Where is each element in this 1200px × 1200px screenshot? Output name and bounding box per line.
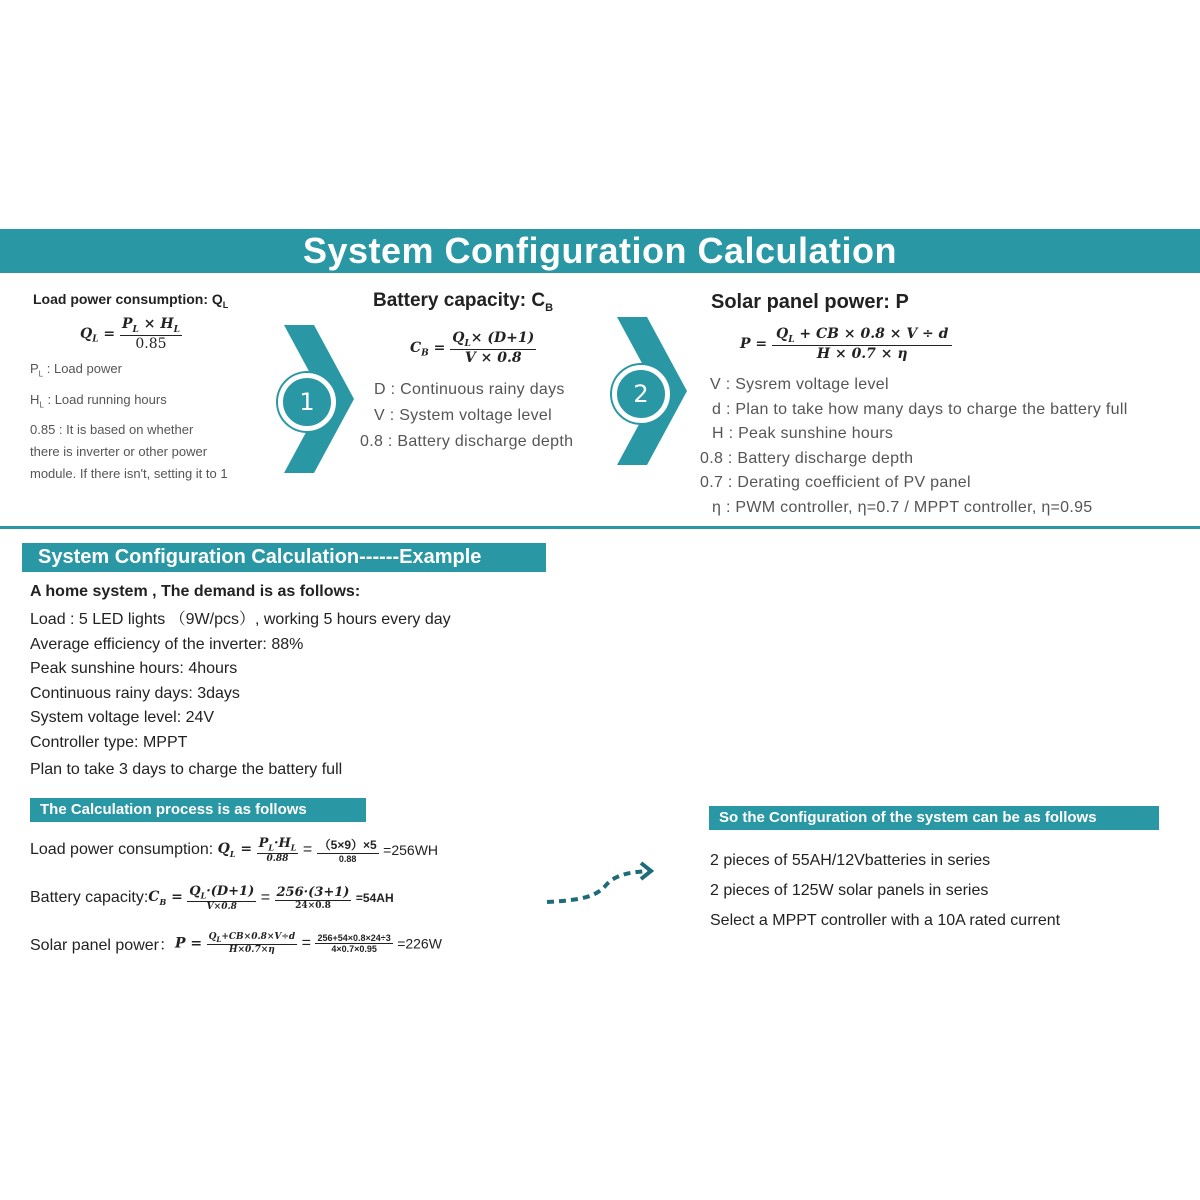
- load-note-p-desc: : Load power: [46, 361, 122, 376]
- section-divider: [0, 526, 1200, 529]
- calc-load-fraction-1: [257, 836, 299, 864]
- requirement-line: Load : 5 LED lights （9W/pcs）, working 5 hours every day: [30, 611, 451, 628]
- solar-note-line: V : Sysrem voltage level: [710, 376, 889, 393]
- battery-heading: [373, 290, 553, 314]
- requirement-line: Plan to take 3 days to charge the battery full: [30, 761, 343, 778]
- calc-load-f1-p: P: [258, 836, 269, 852]
- load-note-line: [30, 389, 280, 417]
- load-heading-text: Load power consumption: Q: [33, 291, 223, 307]
- equals-sign: =: [433, 339, 446, 356]
- solar-formula-denominator: H × 0.7 × η: [816, 345, 908, 362]
- equals-sign: =: [755, 335, 768, 352]
- calc-load-lhs: $Q_L$ =: [217, 841, 253, 859]
- calc-load-f1-num: [257, 836, 299, 854]
- battery-num-q: Q: [452, 330, 465, 346]
- load-heading: [33, 291, 228, 310]
- calc-battery-fraction-1: [187, 884, 256, 912]
- solar-formula-numerator: [772, 326, 952, 346]
- battery-formula-lhs: C: [410, 339, 422, 356]
- battery-notes: [360, 377, 620, 455]
- load-formula-numerator: [120, 316, 182, 336]
- calc-load-f1-rest: ·H: [273, 836, 291, 852]
- calc-solar-f2-den: 4×0.7×0.95: [331, 944, 377, 954]
- load-formula-denominator: 0.85: [135, 335, 167, 352]
- solar-heading: Solar panel power: P: [711, 291, 909, 313]
- page-title: System Configuration Calculation: [302, 230, 898, 271]
- battery-formula-denominator: V × 0.8: [464, 349, 522, 366]
- battery-heading-sub: B: [545, 301, 554, 314]
- requirement-line: Continuous rainy days: 3days: [30, 684, 240, 702]
- calc-load-label: Load power consumption:: [30, 841, 218, 858]
- calc-solar-fraction-1: [207, 932, 298, 955]
- configuration-line: 2 pieces of 125W solar panels in series: [710, 882, 989, 899]
- calc-load-f2-num: （5×9）×5: [318, 838, 377, 852]
- calc-solar-f1-den: H×0.7×η: [229, 944, 275, 955]
- equals-sign: =: [103, 325, 116, 342]
- calc-load-line: [30, 836, 438, 864]
- load-note-h-sub: L: [39, 400, 44, 410]
- calc-solar-result: =226W: [397, 935, 442, 952]
- calc-battery-line: [30, 884, 394, 912]
- calc-battery-result: =54AH: [355, 890, 394, 905]
- calc-load-lhs-q: Q: [217, 841, 230, 858]
- calc-battery-lhs: $C_B$ =: [148, 888, 183, 907]
- calc-load-f1-den: 0.88: [266, 853, 289, 864]
- calc-solar-fraction-2: [315, 933, 392, 954]
- calc-solar-line: [30, 932, 442, 955]
- step-1-label: 1: [299, 388, 315, 416]
- calc-solar-f1-q: Q: [208, 932, 217, 943]
- solar-note-line: d : Plan to take how many days to charge the battery full: [712, 400, 1128, 418]
- step-1-badge: [278, 373, 336, 431]
- load-note-line: module. If there isn't, setting it to 1: [30, 466, 228, 482]
- load-formula-lhs-sub: L: [92, 334, 99, 345]
- calc-battery-f1-q: Q: [189, 884, 201, 899]
- requirement-line: System voltage level: 24V: [30, 709, 215, 726]
- load-heading-sub: L: [222, 299, 229, 310]
- solar-num-q: Q: [776, 326, 789, 342]
- solar-formula: [740, 326, 952, 362]
- equals-sign: =: [302, 841, 313, 858]
- solar-note-line: 0.7 : Derating coefficient of PV panel: [700, 474, 971, 491]
- calc-solar-lhs-p: P: [174, 935, 186, 952]
- load-formula-lhs: Q: [80, 325, 93, 342]
- calc-battery-fraction-2: [275, 885, 352, 911]
- example-intro: A home system , The demand is as follows:: [30, 583, 361, 600]
- calc-load-f1-hsub: L: [290, 842, 297, 853]
- calc-load-f1-psub: L: [268, 842, 274, 853]
- example-tag-label: System Configuration Calculation------Example: [38, 546, 482, 568]
- battery-num-rest: × (D+1): [470, 330, 535, 346]
- load-note-p-sub: L: [38, 369, 44, 379]
- load-notes: [30, 358, 280, 485]
- load-num-sub2: L: [173, 324, 180, 335]
- step-2-badge: [612, 365, 670, 423]
- solar-formula-fraction: [772, 326, 952, 362]
- solar-num-q-sub: L: [788, 334, 795, 345]
- dashed-arrow-icon: [545, 858, 657, 908]
- calc-load-fraction-2: [317, 836, 379, 864]
- load-note-line: 0.85 : It is based on whether: [30, 422, 194, 438]
- battery-formula-lhs-sub: B: [421, 348, 429, 359]
- equals-sign: =: [301, 934, 312, 952]
- battery-heading-text: Battery capacity: C: [373, 290, 546, 311]
- configuration-tag: So the Configuration of the system can be as follows: [709, 806, 1159, 830]
- battery-note-line: V : System voltage level: [374, 407, 552, 424]
- solar-note-line: η : PWM controller, η=0.7 / MPPT controller, η=0.95: [712, 498, 1093, 516]
- battery-note-line: 0.8 : Battery discharge depth: [360, 433, 574, 450]
- load-formula: [80, 316, 182, 352]
- solar-note-line: 0.8 : Battery discharge depth: [700, 449, 914, 467]
- calc-battery-f1-rest: ·(D+1): [206, 884, 255, 899]
- calc-solar-lhs: P =: [174, 935, 203, 952]
- calc-battery-lhs-c: C: [148, 888, 160, 905]
- battery-formula-fraction: [450, 330, 536, 366]
- calc-solar-f1-num: [207, 932, 298, 945]
- calc-battery-f1-qsub: L: [200, 890, 207, 901]
- configuration-line: Select a MPPT controller with a 10A rated current: [710, 912, 1061, 929]
- load-note-p: P: [30, 361, 39, 376]
- calc-load-result: =256WH: [383, 842, 439, 858]
- load-num-h: H: [160, 316, 174, 332]
- requirement-line: Controller type: MPPT: [30, 733, 188, 751]
- calc-solar-label: Solar panel power：: [30, 937, 175, 954]
- calc-battery-f1-num: [187, 884, 256, 902]
- equals-sign: =: [260, 888, 271, 906]
- battery-formula: [410, 330, 536, 366]
- battery-num-q-sub: L: [464, 338, 471, 349]
- configuration-list: [710, 846, 1190, 936]
- solar-formula-lhs: P: [740, 335, 751, 352]
- calculation-tag: The Calculation process is as follows: [30, 798, 366, 822]
- calc-battery-f2-den: 24×0.8: [295, 900, 331, 911]
- calc-battery-label: Battery capacity:: [30, 888, 149, 906]
- requirement-line: Average efficiency of the inverter: 88%: [30, 635, 304, 653]
- load-num-sub1: L: [132, 324, 139, 335]
- calc-battery-f2-num: 256·(3+1): [276, 884, 350, 900]
- load-num-p: P: [122, 316, 133, 332]
- step-2-label: 2: [633, 380, 649, 408]
- load-note-h: H: [30, 391, 40, 407]
- load-num-times: ×: [143, 316, 156, 332]
- load-note-line: there is inverter or other power: [30, 444, 208, 460]
- configuration-line: 2 pieces of 55AH/12Vbatteries in series: [710, 852, 991, 869]
- example-requirements: [30, 608, 550, 783]
- load-formula-fraction: [120, 316, 182, 352]
- calc-load-f2-den: 0.88: [338, 854, 357, 864]
- load-note-h-desc: : Load running hours: [47, 391, 167, 407]
- calc-load-lhs-sub: L: [229, 848, 236, 859]
- battery-formula-numerator: [450, 330, 536, 350]
- calc-solar-f1-qsub: L: [216, 934, 222, 944]
- calc-battery-f1-den: V×0.8: [206, 901, 237, 912]
- requirement-line: Peak sunshine hours: 4hours: [30, 660, 238, 677]
- battery-note-line: D : Continuous rainy days: [374, 381, 565, 398]
- calc-solar-f1-rest: +CB×0.8×V÷d: [221, 932, 296, 943]
- calc-battery-lhs-sub: B: [159, 896, 167, 907]
- solar-num-rest: + CB × 0.8 × V ÷ d: [799, 326, 949, 342]
- calc-solar-f2-num: 256+54×0.8×24÷3: [317, 933, 391, 943]
- solar-notes: [700, 373, 1190, 520]
- solar-note-line: H : Peak sunshine hours: [712, 425, 894, 442]
- load-note-line: [30, 358, 280, 386]
